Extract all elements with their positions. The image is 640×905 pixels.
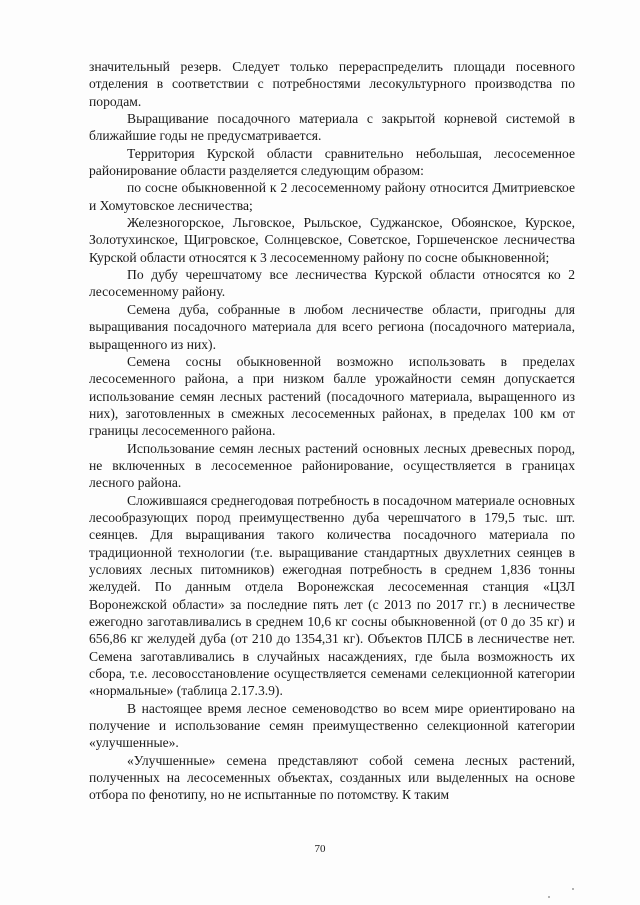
paragraph: Железногорское, Льговское, Рыльское, Суджанское, Обоянское, Курское, Золотухинское, Щигровское, Солнцевское, Советское, Горшеченское лесничества Курской области относятся к 3 лесосеменному району по сосне обыкновенной; [89,215,575,265]
scan-speck [548,896,550,898]
paragraph: Семена сосны обыкновенной возможно использовать в пределах лесосеменного района, а при низком балле урожайности семян допускается использование семян лесных растений (посадочного материала, выращенного из них), заготовленных в смежных лесосеменных районах, в пределах 100 км от границы лесосеменного района. [89,353,575,439]
paragraph: по сосне обыкновенной к 2 лесосеменному району относится Дмитриевское и Хомутовское лесничества; [89,180,575,213]
paragraph: Семена дуба, собранные в любом лесничестве области, пригодны для выращивания посадочного материала для всего региона (посадочного материала, выращенного из них). [89,301,575,352]
paragraph: значительный резерв. Следует только перераспределить площади посевного отделения в соответствии с потребностями лесокультурного производства по породам. [89,59,575,109]
paragraph: Сложившаяся среднегодовая потребность в посадочном материале основных лесообразующих пород преимущественно дуба черешчатого в 179,5 тыс. шт. сеянцев. Для выращивания такого количества посадочного материала по традиционной технологии (т.е. выращивание стандартных двухлетних сеянцев в условиях лесных питомников) ежегодная потребность в среднем 1,836 тонны желудей. По данным отдела Воронежская лесосеменная станция «ЦЗЛ Воронежской области» за последние пять лет (с 2013 по 2017 гг.) в лесничестве ежегодно заготавливались в среднем 10,6 кг сосны обыкновенной (от 0 до 35 кг) и 656,86 кг желудей дуба (от 210 до 1354,31 кг). Объектов ПЛСБ в лесничестве нет. Семена заготавливались в случайных насаждениях, где была возможность их сбора, т.е. лесовосстановление осуществляется семенами селекционной категории «нормальные» (таблица 2.17.3.9). [89,492,575,699]
scan-speck [572,888,574,890]
paragraph: «Улучшенные» семена представляют собой семена лесных растений, полученных на лесосеменных объектах, созданных или выделенных на основе отбора по фенотипу, но не испытанные по потомству. К таким [89,752,575,803]
body-text [89,58,575,804]
page-number: 70 [314,843,326,855]
paragraph: Использование семян лесных растений основных лесных древесных пород, не включенных в лесосеменное районирование, осуществляется в границах лесного района. [89,440,575,491]
paragraph: Территория Курской области сравнительно небольшая, лесосеменное районирование области разделяется следующим образом: [89,145,575,179]
paragraph: Выращивание посадочного материала с закрытой корневой системой в ближайшие годы не предусматривается. [89,111,575,144]
paragraph: В настоящее время лесное семеноводство во всем мире ориентировано на получение и использование семян преимущественно селекционной категории «улучшенные». [89,700,575,751]
paragraph: По дубу черешчатому все лесничества Курской области относятся ко 2 лесосеменному району. [89,267,575,300]
